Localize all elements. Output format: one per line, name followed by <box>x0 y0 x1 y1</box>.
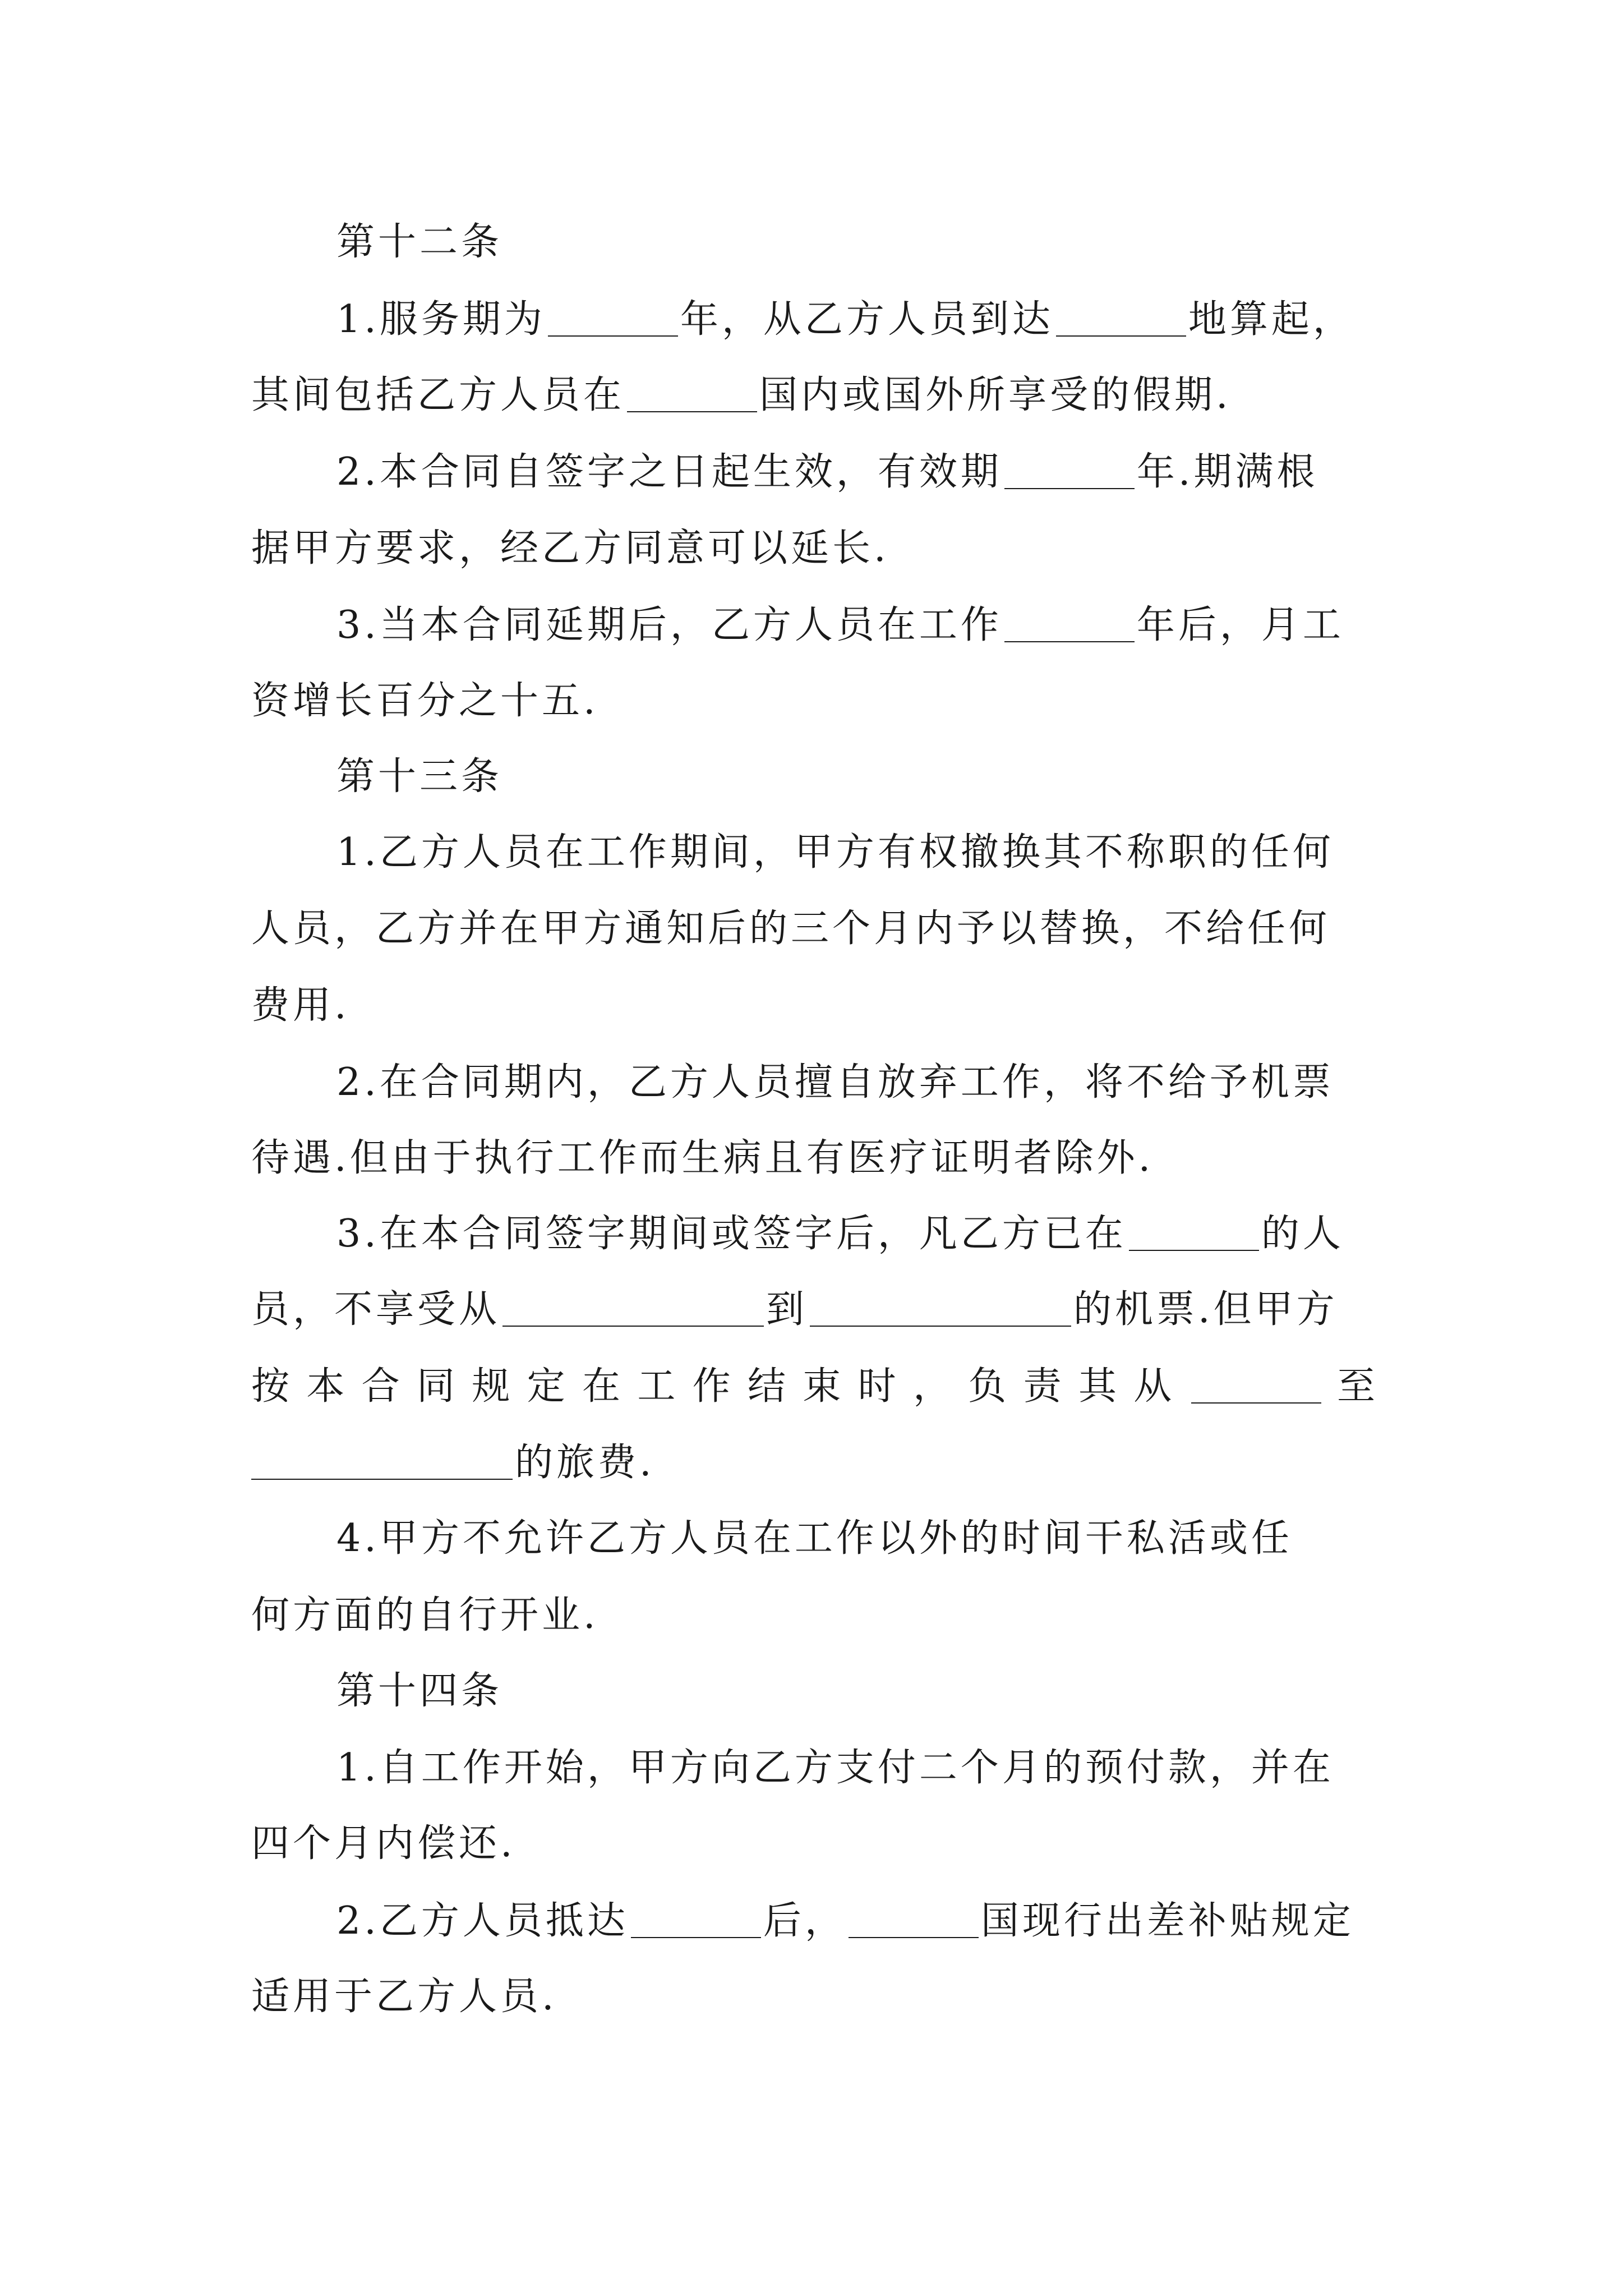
article-12-item-1-line-1: 1.服务期为 年，从乙方人员到达 地算起， <box>336 292 1354 348</box>
article-12-item-3-line-2: 资增长百分之十五. <box>251 679 599 723</box>
article-13-item-2-line-1: 2.在合同期内，乙方人员擅自放弃工作，将不给予机票 <box>336 1060 1334 1105</box>
article-13-item-3-line-3: 按本合同规定在工作结束时，负责其从 至 <box>251 1359 1378 1415</box>
article-14-heading: 第十四条 <box>336 1669 503 1713</box>
blank-field <box>1004 448 1135 489</box>
blank-field <box>1129 1209 1259 1251</box>
article-14-item-1-line-1: 1.自工作开始，甲方向乙方支付二个月的预付款，并在 <box>336 1746 1334 1790</box>
article-13-item-1-line-2: 人员，乙方并在甲方通知后的三个月内予以替换，不给任何 <box>251 907 1331 951</box>
blank-field <box>1004 601 1135 642</box>
article-13-item-3-line-1: 3.在本合同签字期间或签字后，凡乙方已在 的人 <box>336 1206 1344 1262</box>
article-14-item-2-line-2: 适用于乙方人员. <box>251 1975 557 2019</box>
blank-field <box>631 1897 761 1938</box>
article-12-item-2-line-2: 据甲方要求，经乙方同意可以延长. <box>251 526 889 570</box>
article-12-item-3-line-1: 3.当本合同延期后，乙方人员在工作 年后，月工 <box>336 597 1344 654</box>
blank-field <box>810 1285 1071 1327</box>
blank-field <box>1191 1362 1321 1404</box>
article-14-item-2-line-1: 2.乙方人员抵达 后， 国现行出差补贴规定 <box>336 1893 1354 1949</box>
article-13-item-2-line-2: 待遇.但由于执行工作而生病且有医疗证明者除外. <box>251 1136 1154 1180</box>
article-13-item-1-line-3: 费用. <box>251 983 350 1028</box>
blank-field <box>251 1438 513 1480</box>
blank-field <box>1056 295 1186 337</box>
article-12-item-2-line-1: 2.本合同自签字之日起生效，有效期 年.期满根 <box>336 444 1318 500</box>
article-13-item-3-line-4: 的旅费. <box>251 1435 655 1491</box>
blank-field <box>627 371 757 412</box>
article-13-item-4-line-2: 何方面的自行开业. <box>251 1593 599 1637</box>
article-13-item-4-line-1: 4.甲方不允许乙方人员在工作以外的时间干私活或任 <box>336 1516 1293 1561</box>
blank-field <box>502 1285 764 1327</box>
article-13-heading: 第十三条 <box>336 754 503 799</box>
article-12-heading: 第十二条 <box>336 220 503 264</box>
article-13-item-1-line-1: 1.乙方人员在工作期间，甲方有权撤换其不称职的任何 <box>336 830 1334 875</box>
article-14-item-1-line-2: 四个月内偿还. <box>251 1821 516 1866</box>
article-13-item-3-line-2: 员，不享受从 到 的机票.但甲方 <box>251 1282 1338 1338</box>
blank-field <box>548 295 678 337</box>
article-12-item-1-line-2: 其间包括乙方人员在 国内或国外所享受的假期. <box>251 367 1232 424</box>
blank-field <box>849 1897 979 1938</box>
